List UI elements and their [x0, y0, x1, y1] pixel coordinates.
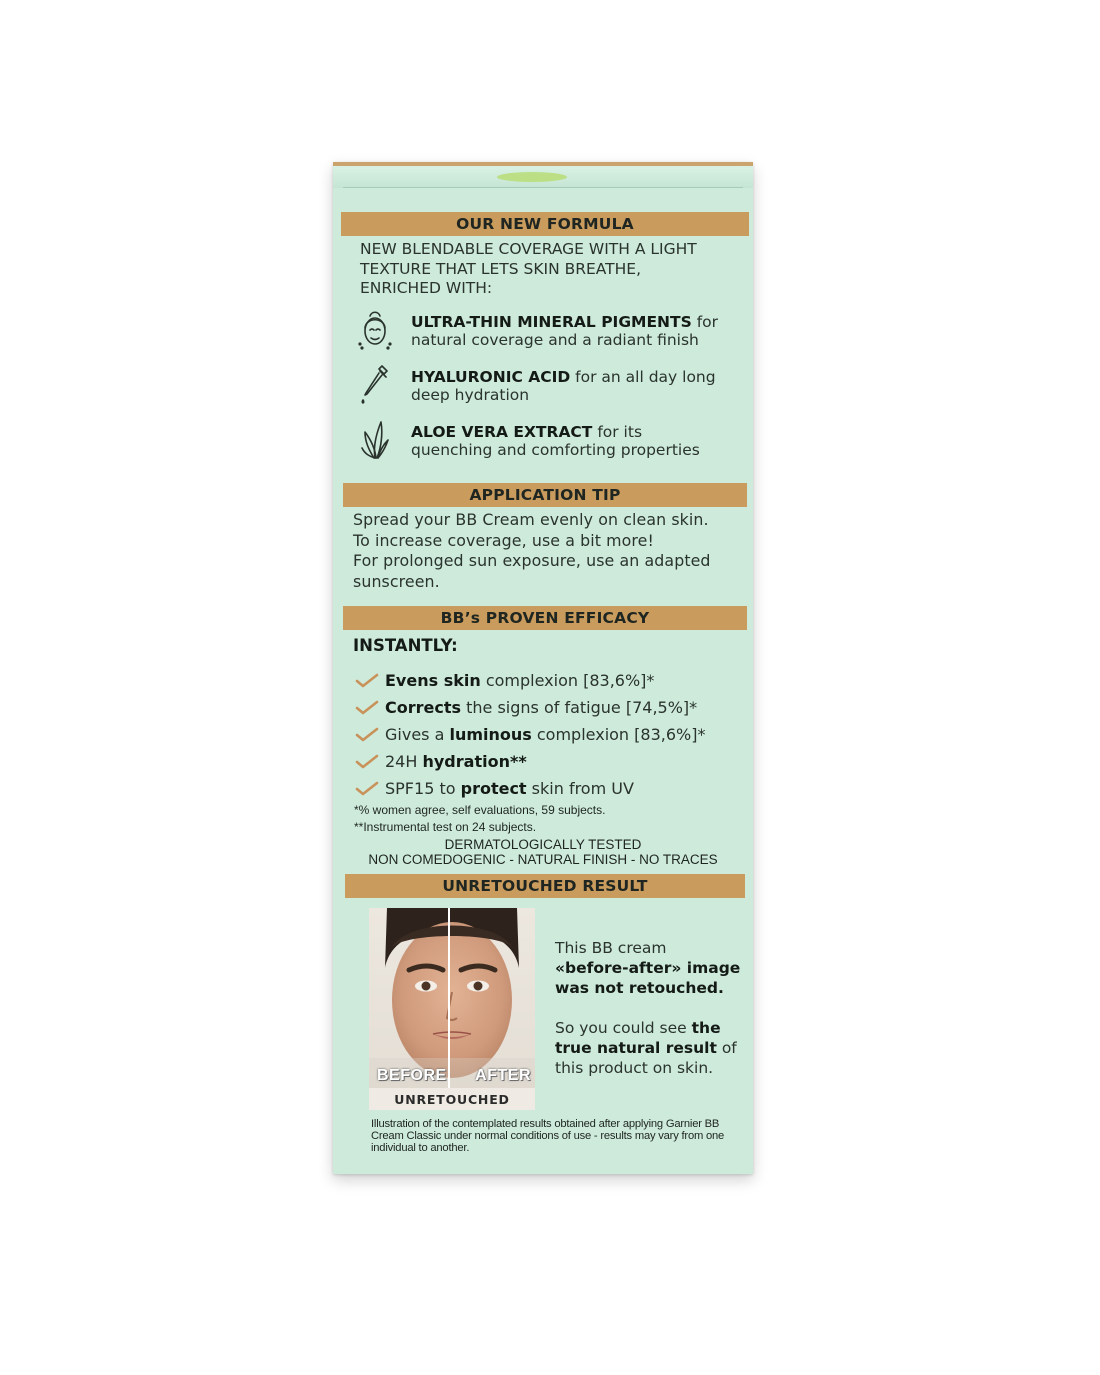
statement-bold: was not retouched.: [555, 979, 724, 997]
ingredient-desc: quenching and comforting properties: [411, 441, 700, 459]
ingredient-aloe-vera: [411, 423, 700, 459]
ingredient-mineral-pigments: [411, 313, 718, 349]
claim-text: SPF15 to: [385, 778, 461, 798]
ingredient-desc: for an all day long: [570, 368, 716, 386]
statement-bold: «before-after» image: [555, 959, 741, 977]
formula-intro: [360, 240, 697, 299]
statement-line: This BB cream: [555, 939, 667, 957]
unretouched-label: UNRETOUCHED: [369, 1088, 535, 1110]
tip-line: For prolonged sun exposure, use an adapted: [353, 551, 711, 570]
claim-text: complexion [83,6%]*: [480, 670, 655, 690]
natural-result-statement: [555, 1018, 737, 1078]
tip-text: [353, 510, 753, 592]
before-label: BEFORE: [377, 1067, 447, 1084]
fold-line: [343, 187, 743, 188]
formula-heading: OUR NEW FORMULA: [341, 212, 749, 236]
face-portrait-illustration: [369, 908, 535, 1088]
check-icon: [355, 780, 379, 796]
claim-item: [355, 723, 705, 745]
claim-bold: Evens skin: [385, 670, 481, 690]
footnote-instrumental: **Instrumental test on 24 subjects.: [354, 820, 537, 834]
ingredient-name: ALOE VERA EXTRACT: [411, 423, 593, 441]
statement-bold: the: [691, 1019, 721, 1037]
claim-item: [355, 777, 634, 799]
claim-text: skin from UV: [526, 778, 634, 798]
claim-bold: Corrects: [385, 697, 462, 717]
statement-line: this product on skin.: [555, 1059, 714, 1077]
footnote-self-eval: *% women agree, self evaluations, 59 subjects.: [354, 803, 606, 817]
ingredient-desc: for its: [592, 423, 643, 441]
statement-line: So you could see: [555, 1019, 692, 1037]
ingredient-desc: deep hydration: [411, 386, 530, 404]
instantly-label: INSTANTLY:: [353, 636, 458, 655]
ingredient-name: HYALURONIC ACID: [411, 368, 571, 386]
tip-line: Spread your BB Cream evenly on clean skin.: [353, 510, 709, 529]
box-top-flap: [333, 162, 753, 188]
ingredient-desc: for: [691, 313, 719, 331]
tip-line: sunscreen.: [353, 571, 440, 591]
claim-text: Gives a: [385, 724, 450, 744]
product-box-back: [333, 162, 753, 1174]
unretouched-statement: [555, 938, 740, 998]
face-icon: [355, 308, 395, 352]
derm-tested: DERMATOLOGICALLY TESTED: [444, 837, 642, 852]
intro-line: NEW BLENDABLE COVERAGE WITH A LIGHT: [360, 240, 697, 258]
efficacy-heading: BB’s PROVEN EFFICACY: [343, 606, 747, 630]
claim-item: [355, 750, 527, 772]
check-icon: [355, 672, 379, 688]
claim-bold: luminous: [449, 724, 532, 744]
tip-line: To increase coverage, use a bit more!: [353, 530, 654, 550]
ingredient-name: ULTRA-THIN MINERAL PIGMENTS: [411, 313, 692, 331]
dropper-icon: [355, 362, 395, 406]
intro-line: ENRICHED WITH:: [360, 279, 493, 297]
claim-bold: protect: [460, 778, 527, 798]
check-icon: [355, 699, 379, 715]
check-icon: [355, 753, 379, 769]
unretouched-heading: UNRETOUCHED RESULT: [345, 874, 745, 898]
claim-item: [355, 669, 654, 691]
ingredient-desc: natural coverage and a radiant finish: [411, 331, 699, 349]
results-disclaimer: Illustration of the contemplated results obtained after applying Garnier BB Cream Classic under normal conditions of use - results may vary from one individual to another.: [371, 1118, 725, 1155]
before-after-photo: [369, 908, 535, 1110]
flap-detail: [497, 172, 567, 182]
claim-bold: hydration**: [422, 751, 527, 771]
tip-heading: APPLICATION TIP: [343, 483, 747, 507]
derm-claims: NON COMEDOGENIC - NATURAL FINISH - NO TRACES: [368, 852, 718, 867]
check-icon: [355, 726, 379, 742]
statement-line: of: [716, 1039, 737, 1057]
claim-item: [355, 696, 697, 718]
aloe-leaf-icon: [355, 418, 395, 462]
intro-line: TEXTURE THAT LETS SKIN BREATHE,: [360, 259, 642, 278]
after-label: AFTER: [475, 1067, 531, 1084]
claim-text: the signs of fatigue [74,5%]*: [461, 697, 698, 717]
claim-text: complexion [83,6%]*: [531, 724, 706, 744]
statement-bold: true natural result: [555, 1039, 717, 1057]
claim-text: 24H: [385, 751, 423, 771]
ingredient-hyaluronic-acid: [411, 368, 716, 404]
